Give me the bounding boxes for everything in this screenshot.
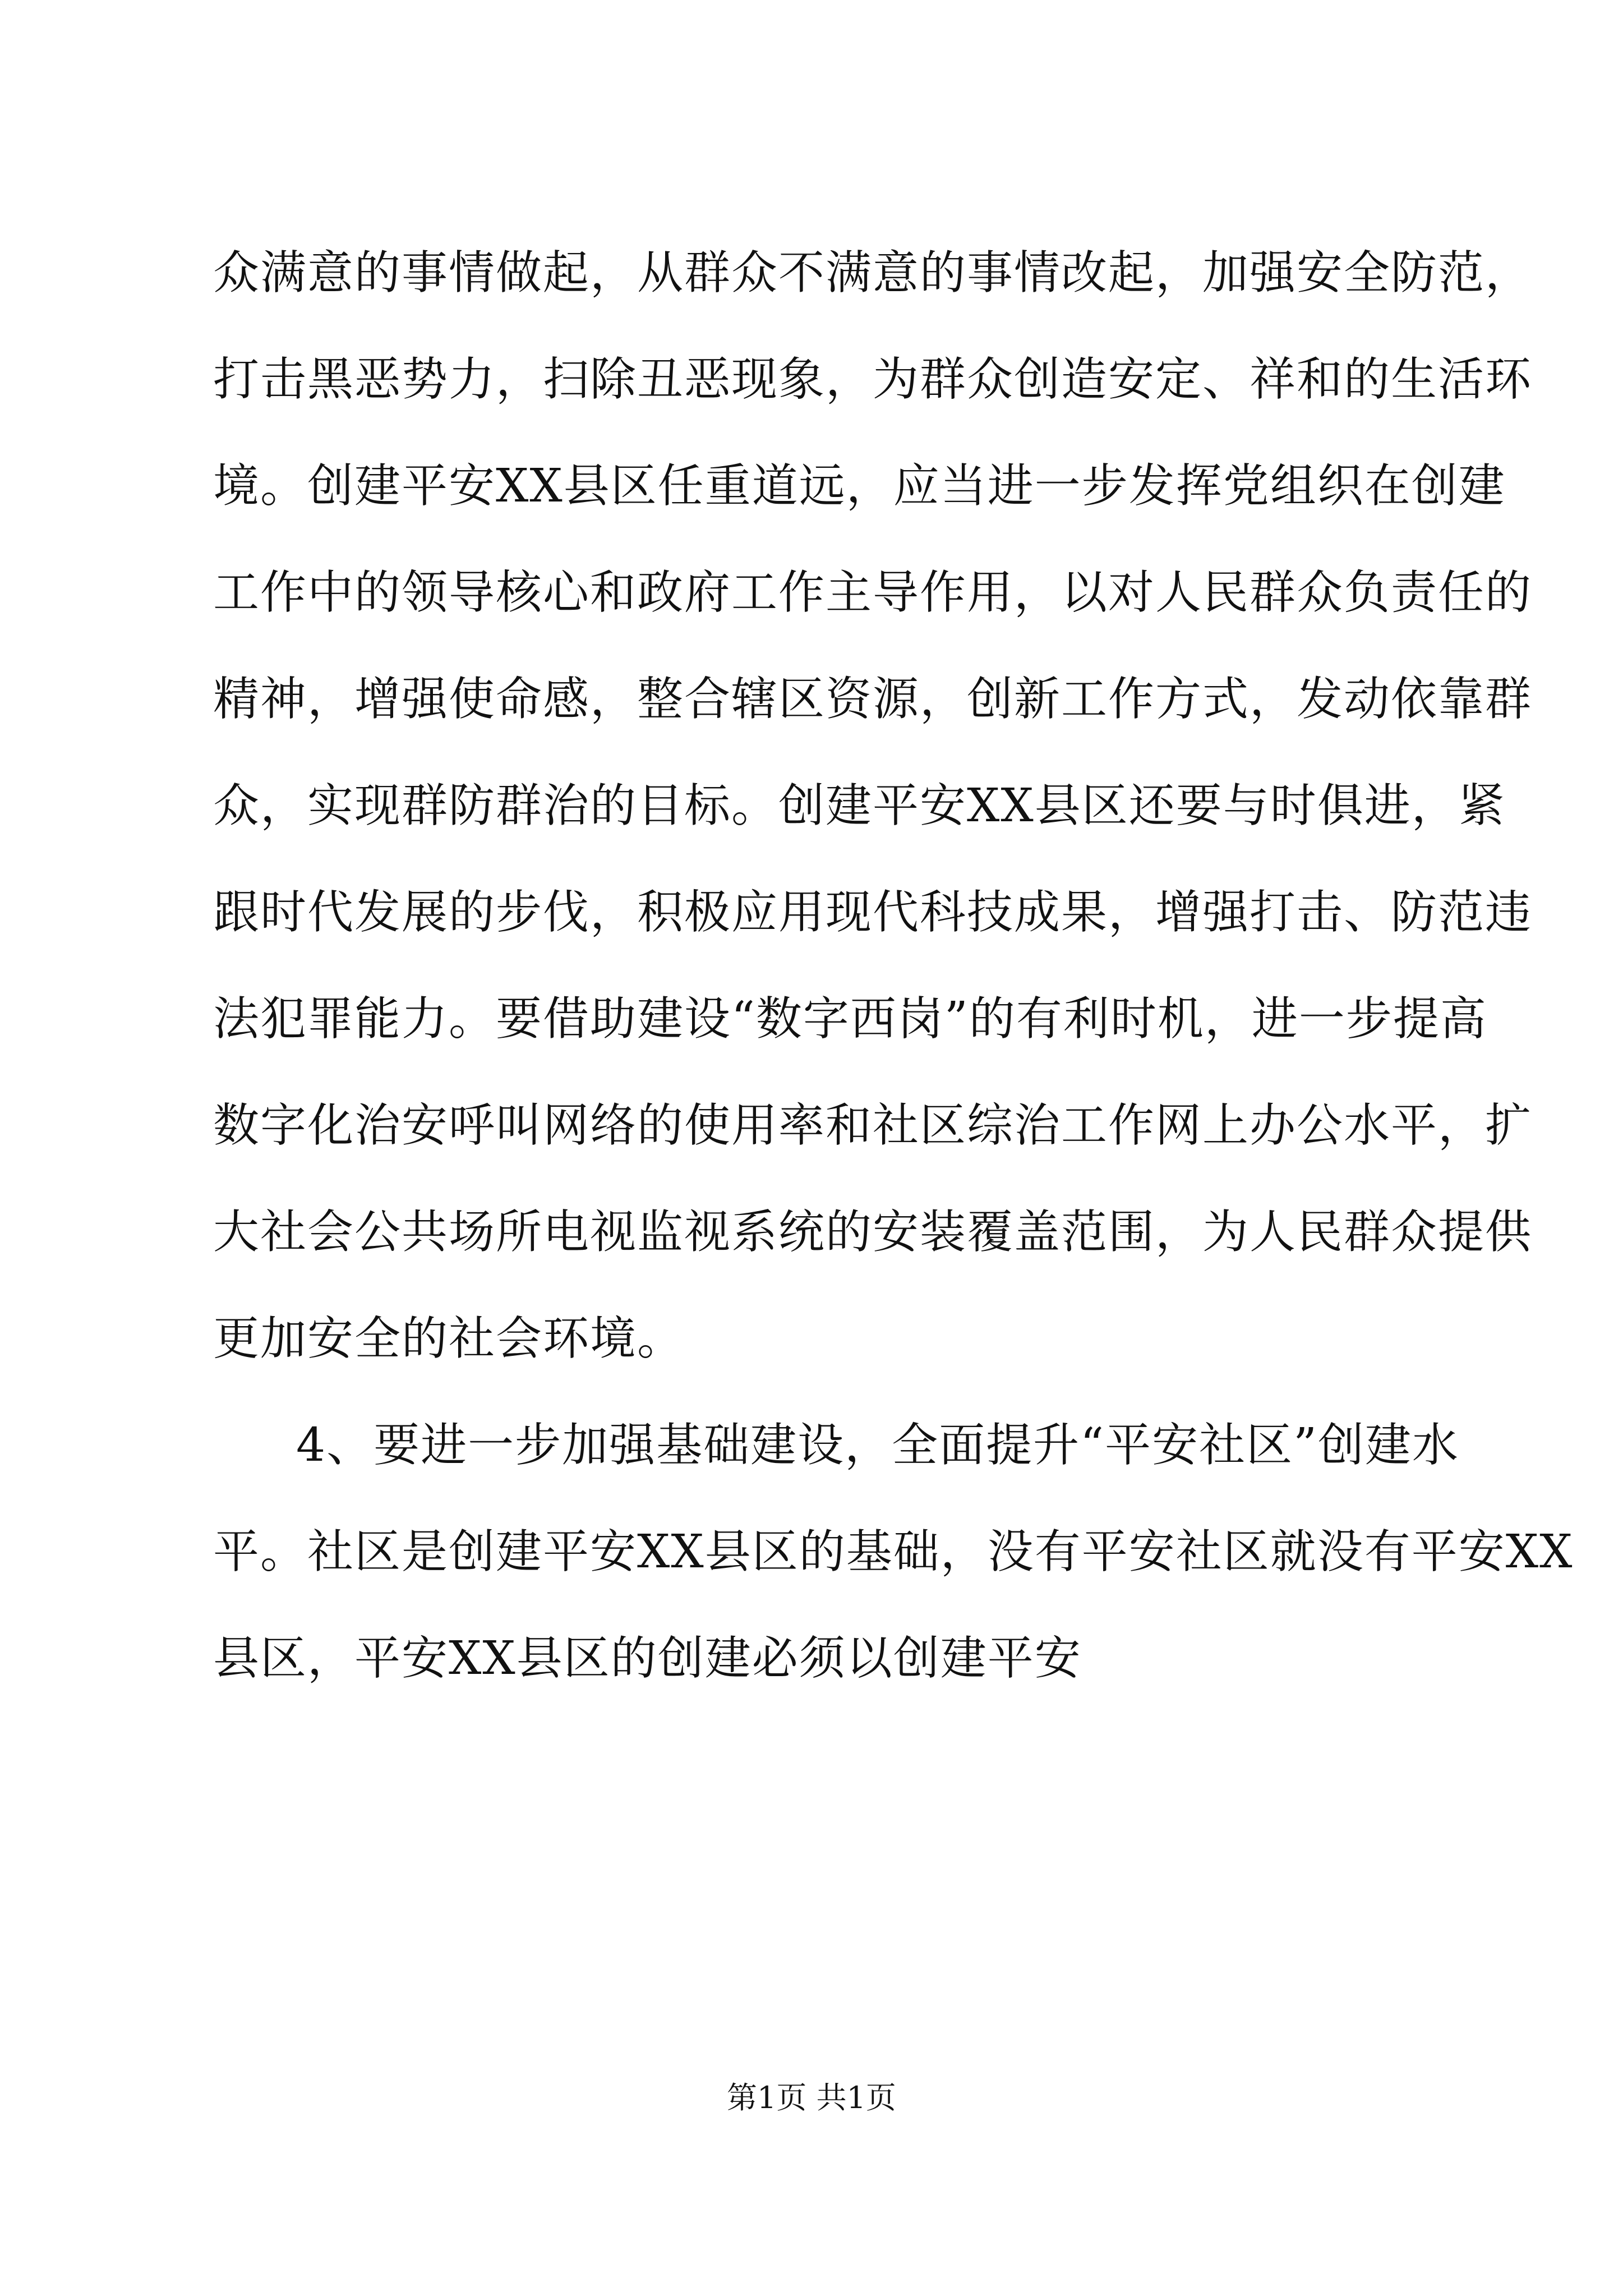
text-line: 县区，平安XX县区的创建必须以创建平安 [213,1632,1082,1685]
text-line: 众满意的事情做起，从群众不满意的事情改起，加强安全防范， [213,246,1533,300]
text-line: 境。创建平安XX县区任重道远，应当进一步发挥党组织在创建 [213,459,1506,513]
text-line: 数字化治安呼叫网络的使用率和社区综治工作网上办公水平，扩 [213,1099,1533,1152]
text-line: 打击黑恶势力，扫除丑恶现象，为群众创造安定、祥和的生活环 [213,353,1533,406]
paragraph-start-line: 4、要进一步加强基础建设，全面提升“平安社区”创建水 [296,1419,1460,1472]
document-body [213,220,1574,1712]
text-line: 众，实现群防群治的目标。创建平安XX县区还要与时俱进，紧 [213,779,1506,832]
text-line: 工作中的领导核心和政府工作主导作用，以对人民群众负责任的 [213,566,1533,619]
text-line: 精神，增强使命感，整合辖区资源，创新工作方式，发动依靠群 [213,673,1533,726]
page-number-footer: 第1页 共1页 [727,2080,896,2115]
text-line: 平。社区是创建平安XX县区的基础，没有平安社区就没有平安XX [213,1525,1574,1579]
text-line: 法犯罪能力。要借助建设“数字西岗”的有利时机，进一步提高 [213,992,1487,1046]
text-line: 大社会公共场所电视监视系统的安装覆盖范围，为人民群众提供 [213,1205,1533,1259]
text-line: 更加安全的社会环境。 [213,1312,685,1365]
text-line: 跟时代发展的步伐，积极应用现代科技成果，增强打击、防范违 [213,886,1533,939]
